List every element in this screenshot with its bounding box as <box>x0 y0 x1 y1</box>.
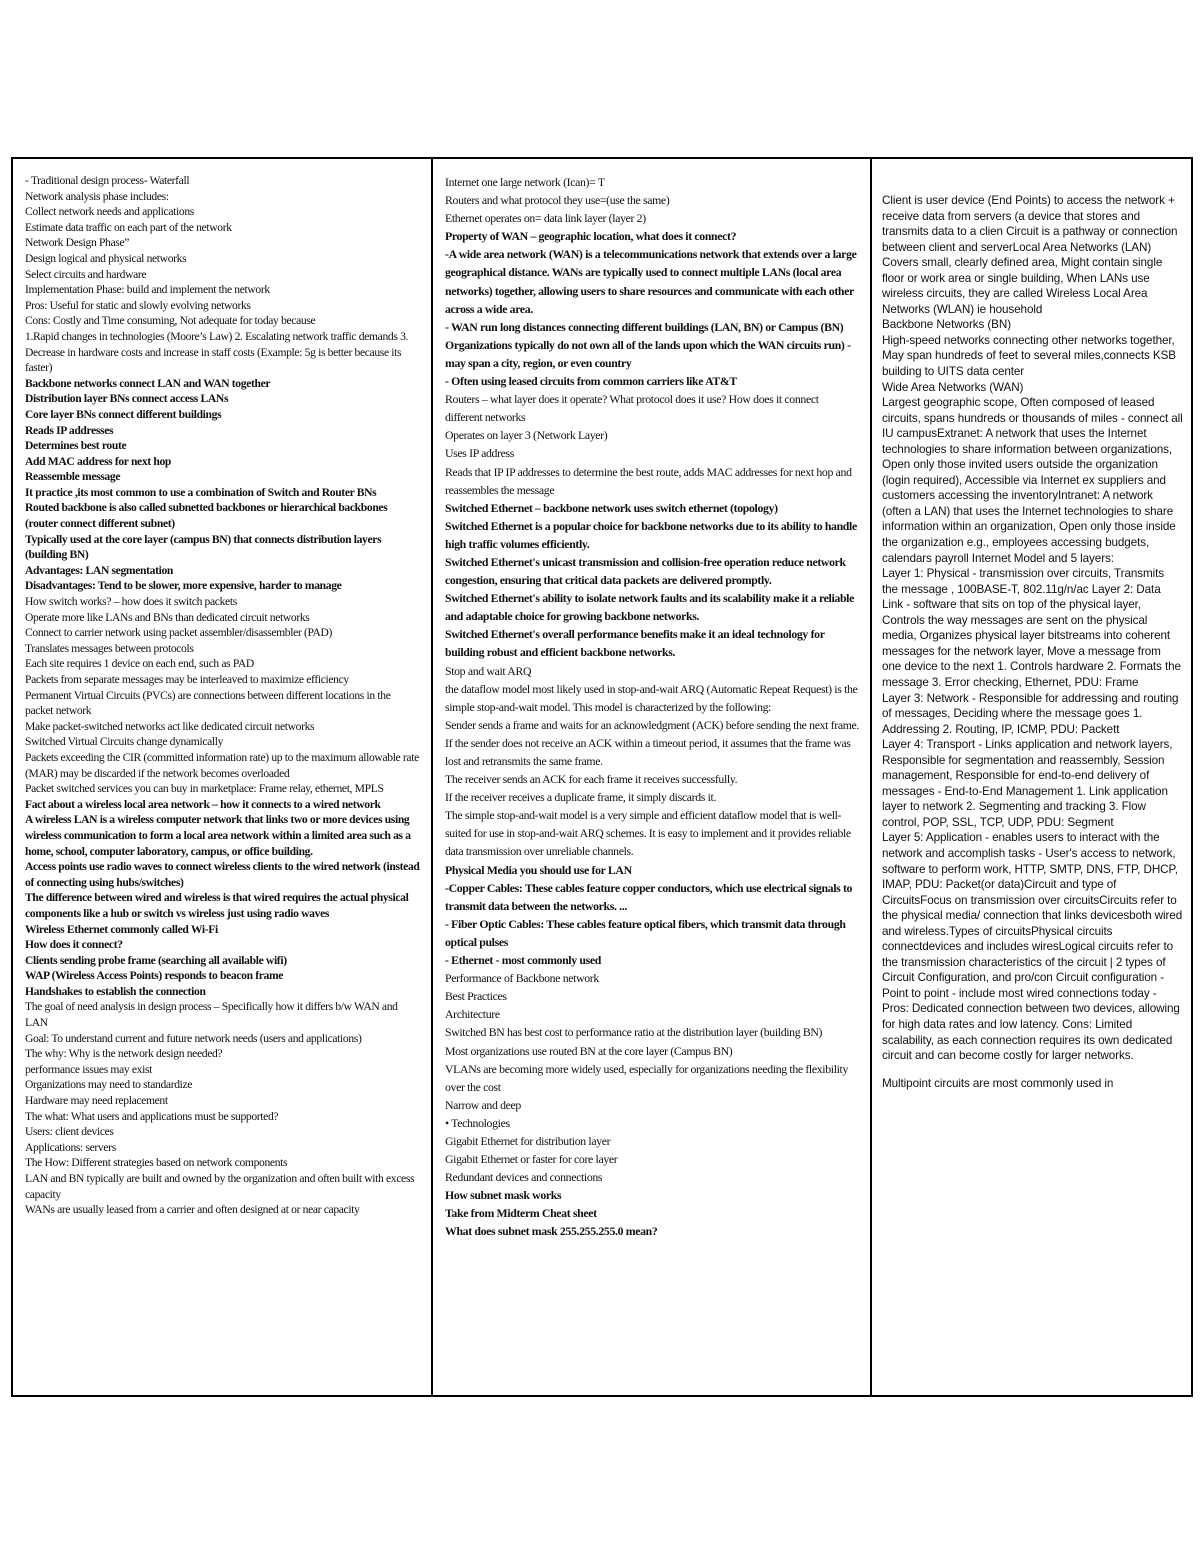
note-line: The simple stop-and-wait model is a very simple and efficient dataflow model that is well-suited for use in stop-and-wait ARQ schemes. It is easy to implement and it provides reliable data transmission over unreliable channels. <box>445 808 851 859</box>
note-line: High-speed networks connecting other networks together, May span hundreds of feet to several miles,connects KSB building to UITS data center <box>882 333 1176 379</box>
note-line: Best Practices <box>445 989 507 1004</box>
note-line: Switched Virtual Circuits change dynamically <box>25 735 224 749</box>
note-heading-line: - Often using leased circuits from common carriers like AT&T <box>445 374 737 389</box>
note-line: The what: What users and applications must be supported? <box>25 1109 279 1123</box>
note-heading-line: - Ethernet - most commonly used <box>445 953 601 968</box>
note-heading-line: Switched Ethernet's overall performance benefits make it an ideal technology for building robust and efficient backbone networks. <box>445 627 825 660</box>
note-line: Packets exceeding the CIR (committed information rate) up to the maximum allowable rate (MAR) may be discarded if the network becomes overloaded <box>25 750 419 780</box>
note-line: Narrow and deep <box>445 1097 521 1112</box>
note-heading-line: Access points use radio waves to connect wireless clients to the wired network (instead of connecting using hubs/switches) <box>25 860 420 889</box>
note-line: Gigabit Ethernet or faster for core layer <box>445 1152 618 1167</box>
note-heading-line: Reads IP addresses <box>25 423 114 437</box>
note-line: Performance of Backbone network <box>445 971 599 986</box>
note-line: Routers – what layer does it operate? What protocol does it use? How does it connect <box>445 392 819 407</box>
note-heading-line: -Copper Cables: These cables feature copper conductors, which use electrical signals to transmit data between the networks. ... <box>445 880 853 913</box>
note-line: Internet one large network (Ican)= T <box>445 175 605 189</box>
note-heading-line: Core layer BNs connect different buildings <box>25 407 222 421</box>
note-heading-line: Property of WAN – geographic location, what does it connect? <box>445 229 737 244</box>
note-line: performance issues may exist <box>25 1062 153 1076</box>
note-heading-line: Routed backbone is also called subnetted backbones or hierarchical backbones (router connect different subnet) <box>25 501 388 531</box>
note-heading-line: Take from Midterm Cheat sheet <box>445 1206 597 1221</box>
note-line: different networks <box>445 410 526 425</box>
note-line: Architecture <box>445 1007 500 1022</box>
note-line: Implementation Phase: build and implement the network <box>25 283 270 297</box>
note-line: If the receiver receives a duplicate frame, it simply discards it. <box>445 790 717 805</box>
note-line: Gigabit Ethernet for distribution layer <box>445 1133 611 1148</box>
note-heading-line: Determines best route <box>25 439 127 453</box>
note-line: Wide Area Networks (WAN) <box>882 380 1024 394</box>
note-line: The receiver sends an ACK for each frame it receives successfully. <box>445 772 738 787</box>
notes-sheet <box>11 157 1193 1397</box>
note-line: Each site requires 1 device on each end, such as PAD <box>25 657 254 671</box>
note-heading-line: Reassemble message <box>25 470 121 484</box>
note-line: Largest geographic scope, Often composed of leased circuits, spans hundreds or thousands of miles - connect all IU campusExtranet: A network that uses the Internet technologies to share information between organizations, Open only those invited users outside the organization (login required), Accessible via Internet ex suppliers and customers accessing the inventoryIntranet: A network (often a LAN) that uses the Internet technologies to share information within an organization, Open only those inside the organization e.g., employees accessing budgets, calendars payroll Internet Model and 5 layers: <box>882 396 1183 565</box>
note-heading-line: - Fiber Optic Cables: These cables feature optical fibers, which transmit data through optical pulses <box>445 916 846 949</box>
note-line: 1.Rapid changes in technologies (Moore’s Law) 2. Escalating network traffic demands 3. Decrease in hardware costs and increase in staff costs (Example: 5g is better because its faster) <box>25 329 409 375</box>
note-heading-line: Add MAC address for next hop <box>25 454 171 468</box>
note-line: Permanent Virtual Circuits (PVCs) are connections between different locations in the packet network <box>25 688 391 718</box>
note-line: • Technologies <box>445 1115 510 1130</box>
note-line: Applications: servers <box>25 1140 116 1154</box>
note-line: Goal: To understand current and future network needs (users and applications) <box>25 1031 362 1045</box>
note-heading-line: A wireless LAN is a wireless computer network that links two or more devices using wireless communication to form a local area network within a limited area such as a home, school, computer laboratory, campus, or office building. <box>25 813 411 858</box>
note-line: The why: Why is the network design needed? <box>25 1047 223 1061</box>
note-line: Covers small, clearly defined area, Might contain single floor or work area or single building, When LANs use wireless circuits, they are called Wireless Local Area Networks (WLAN) ie household <box>882 256 1163 316</box>
note-line: Switched BN has best cost to performance ratio at the distribution layer (building BN) <box>445 1025 823 1040</box>
note-line: Design logical and physical networks <box>25 251 187 265</box>
note-heading-line: Backbone networks connect LAN and WAN together <box>25 376 271 390</box>
note-line: Uses IP address <box>445 446 515 461</box>
note-line: The goal of need analysis in design process – Specifically how it differs b/w WAN and LAN <box>25 1000 398 1030</box>
note-line: - Traditional design process- Waterfall <box>25 174 190 187</box>
note-line: Cons: Costly and Time consuming, Not adequate for today because <box>25 314 316 328</box>
notes-column-3 <box>872 159 1191 1395</box>
note-heading-line: Switched Ethernet's ability to isolate network faults and its scalability make it a reliable and adaptable choice for growing backbone networks. <box>445 591 854 624</box>
note-heading-line: Clients sending probe frame (searching all available wifi) <box>25 953 287 967</box>
note-line: Stop and wait ARQ <box>445 663 532 678</box>
note-heading-line: How subnet mask works <box>445 1188 562 1203</box>
note-line: the dataflow model most likely used in stop-and-wait ARQ (Automatic Repeat Request) is the simple stop-and-wait model. This model is characterized by the following: <box>445 681 858 714</box>
note-line: Most organizations use routed BN at the core layer (Campus BN) <box>445 1043 733 1058</box>
note-line: Operate more like LANs and BNs than dedicated circuit networks <box>25 610 310 624</box>
note-line: Backbone Networks (BN) <box>882 318 1012 332</box>
note-heading-line: - WAN run long distances connecting different buildings (LAN, BN) or Campus (BN) Organizations typically do not own all of the lands upon which the WAN circuits run) - may span a city, region, or even country <box>445 319 851 370</box>
note-line: Layer 1: Physical - transmission over circuits, Transmits the message , 100BASE-T, 802.11g/n/ac Layer 2: Data Link - software that sits on top of the physical layer, Controls the way messages are sent on the physical media, Organizes physical layer bitstreams into coherent messages for the network layer, Move a message from one device to the next 1. Controls hardware 2. Formats the message 3. Error checking, Ethernet, PDU: Frame <box>882 567 1181 689</box>
note-line: Network analysis phase includes: <box>25 189 169 203</box>
note-heading-line: Advantages: LAN segmentation <box>25 563 174 577</box>
note-line: Estimate data traffic on each part of the network <box>25 220 232 234</box>
note-heading-line: Fact about a wireless local area network – how it connects to a wired network <box>25 797 381 811</box>
note-line: Client is user device (End Points) to access the network + receive data from servers (a device that stores and transmits data to a clien Circuit is a pathway or connection between client and serverLocal Area Networks (LAN) <box>882 194 1178 254</box>
note-heading-line: Switched Ethernet is a popular choice for backbone networks due to its ability to handle high traffic volumes efficiently. <box>445 518 857 551</box>
note-line: Multipoint circuits are most commonly used in <box>882 1076 1114 1090</box>
note-line: Sender sends a frame and waits for an acknowledgment (ACK) before sending the next frame. <box>445 717 860 732</box>
note-line: Ethernet operates on= data link layer (layer 2) <box>445 211 646 226</box>
note-line <box>882 1064 1183 1076</box>
note-heading-line: Handshakes to establish the connection <box>25 984 206 998</box>
note-line: Layer 3: Network - Responsible for addressing and routing of messages, Deciding where the message goes 1. Addressing 2. Routing, IP, ICMP, PDU: Packett <box>882 691 1179 736</box>
note-line: Packets from separate messages may be interleaved to maximize efficiency <box>25 673 349 686</box>
note-heading-line: The difference between wired and wireless is that wired requires the actual physical components like a hub or switch vs wireless just using radio waves <box>25 891 409 920</box>
note-heading-line: Wireless Ethernet commonly called Wi-Fi <box>25 922 218 936</box>
note-heading-line: Disadvantages: Tend to be slower, more expensive, harder to manage <box>25 579 342 593</box>
note-heading-line: WAP (Wireless Access Points) responds to beacon frame <box>25 969 284 983</box>
note-line: Select circuits and hardware <box>25 267 147 281</box>
note-line: Layer 4: Transport - Links application and network layers, Responsible for segmentation and reassembly, Session management, Responsible for end-to-end delivery of messages - End-to-End Management 1. Link application layer to network 2. Segmenting and tracking 3. Flow control, POP, SSL, TCP, UDP, PDU: Segment <box>882 738 1173 829</box>
note-line: Redundant devices and connections <box>445 1170 603 1185</box>
note-line: VLANs are becoming more widely used, especially for organizations needing the flexibility over the cost <box>445 1061 849 1094</box>
notes-column-1 <box>13 159 433 1395</box>
note-heading-line: Distribution layer BNs connect access LANs <box>25 392 229 406</box>
note-heading-line: Physical Media you should use for LAN <box>445 862 632 877</box>
note-line: Collect network needs and applications <box>25 205 194 219</box>
note-line: Connect to carrier network using packet assembler/disassembler (PAD) <box>25 626 333 640</box>
note-line: WANs are usually leased from a carrier and often designed at or near capacity <box>25 1203 360 1217</box>
notes-column-2 <box>433 159 872 1395</box>
note-line: Translates messages between protocols <box>25 641 194 655</box>
note-line: The How: Different strategies based on network components <box>25 1156 288 1170</box>
note-line: Users: client devices <box>25 1125 114 1139</box>
note-line: Network Design Phase” <box>25 236 130 250</box>
note-line: Layer 5: Application - enables users to interact with the network and accomplish tasks - User's access to network, software to perform work, HTTP, SMTP, DNS, FTP, DHCP, IMAP, PDU: Packet(or data)Circuit and type of CircuitsFocus on transmission over circuitsCircuits refer to the physical media/ connection that links devicesboth wired and wireless.Types of circuitsPhysical circuits connectdevices and includes wiresLogical circuits refer to the transmission characteristics of the circuit | 2 types of Circuit Configuration, and pro/con Circuit configuration - Point to point - include most wired connections today - Pros: Dedicated connection between two devices, allowing for high data rates and low latency. Cons: Limited scalability, as each connection requires its own dedicated circuit and can become costly for larger networks. <box>882 831 1183 1063</box>
note-heading-line: Switched Ethernet – backbone network uses switch ethernet (topology) <box>445 500 778 515</box>
note-line: How switch works? – how does it switch packets <box>25 595 237 609</box>
note-heading-line: Typically used at the core layer (campus BN) that connects distribution layers (building BN) <box>25 532 382 562</box>
note-line: Reads that IP IP addresses to determine the best route, adds MAC addresses for next hop and reassembles the message <box>445 464 852 497</box>
note-line: LAN and BN typically are built and owned by the organization and often built with excess capacity <box>25 1172 415 1201</box>
note-line: Make packet-switched networks act like dedicated circuit networks <box>25 719 315 733</box>
note-line: Routers and what protocol they use=(use the same) <box>445 193 670 208</box>
note-heading-line: Switched Ethernet's unicast transmission and collision-free operation reduce network congestion, ensuring that critical data packets are delivered promptly. <box>445 554 846 588</box>
note-heading-line: What does subnet mask 255.255.255.0 mean? <box>445 1224 658 1239</box>
note-line: If the sender does not receive an ACK within a timeout period, it assumes that the frame was lost and retransmits the same frame. <box>445 735 851 768</box>
note-heading-line: How does it connect? <box>25 938 123 952</box>
note-line: Packet switched services you can buy in marketplace: Frame relay, ethernet, MPLS <box>25 782 384 796</box>
note-line: Hardware may need replacement <box>25 1094 168 1108</box>
note-line: Operates on layer 3 (Network Layer) <box>445 428 608 443</box>
note-heading-line: -A wide area network (WAN) is a telecommunications network that extends over a large geographical distance. WANs are typically used to connect multiple LANs (local area networks) together, allowing users to share resources and communicate with each other across a wide area. <box>445 247 857 316</box>
note-line: Pros: Useful for static and slowly evolving networks <box>25 298 251 312</box>
note-heading-line: It practice ,its most common to use a combination of Switch and Router BNs <box>25 485 377 499</box>
note-line: Organizations may need to standardize <box>25 1078 193 1092</box>
